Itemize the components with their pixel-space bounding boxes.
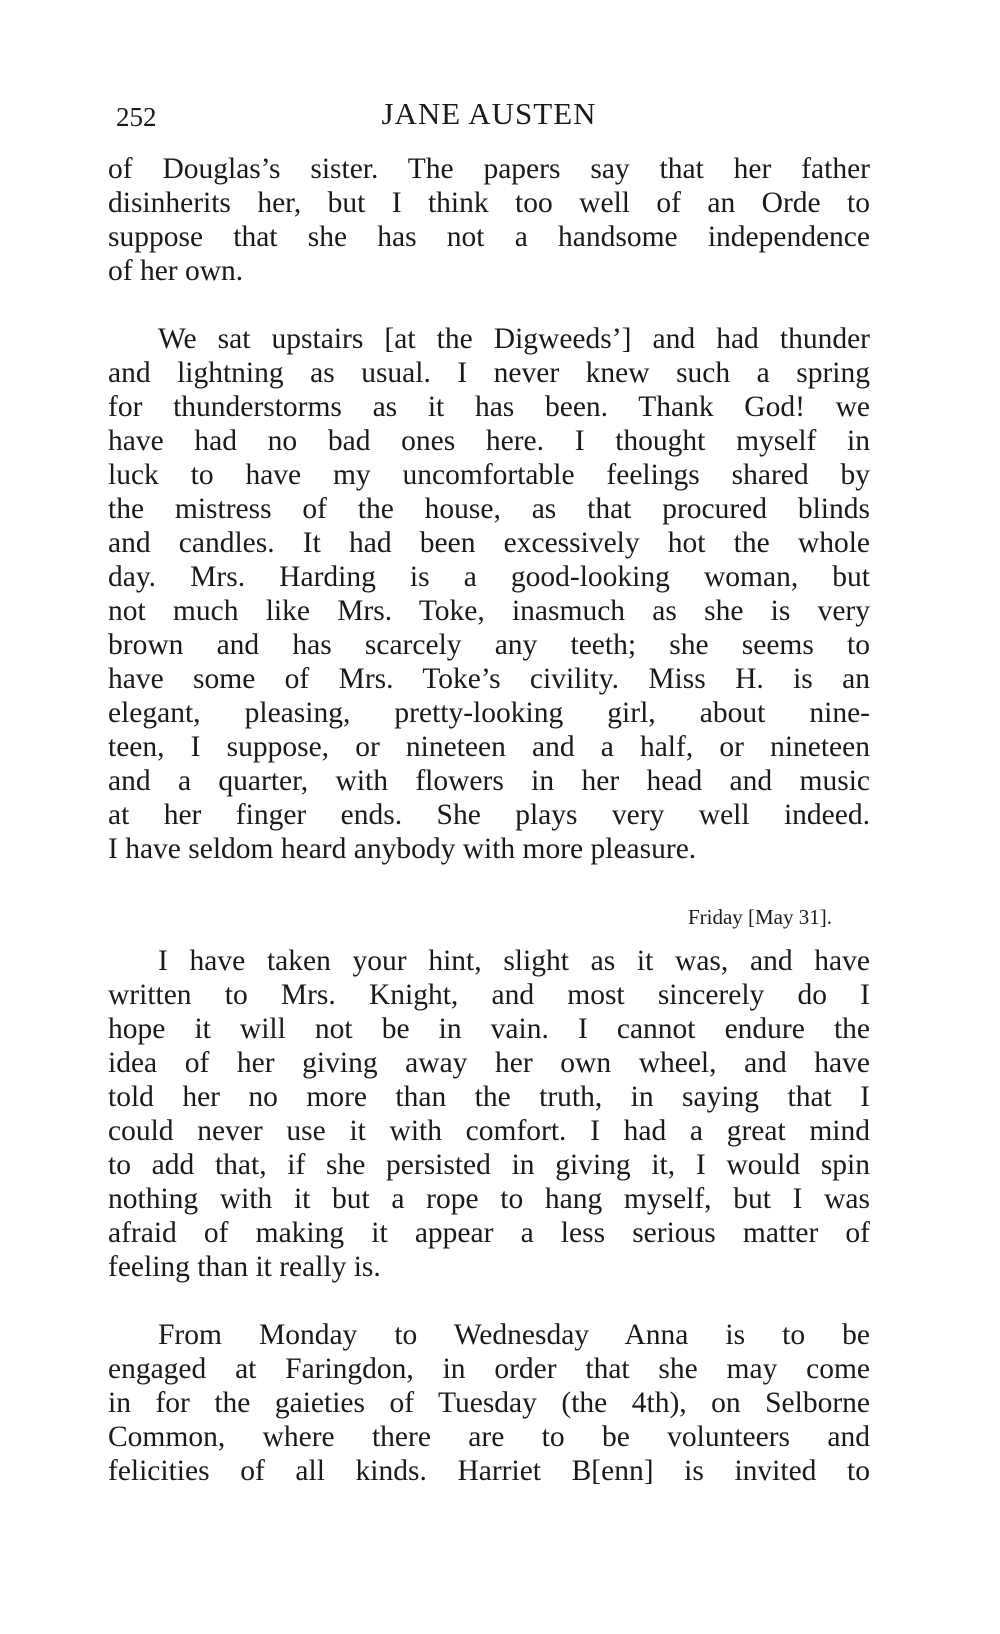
text-line: have some of Mrs. Toke’s civility. Miss H. is an [108, 663, 870, 695]
text-line: and candles. It had been excessively hot the whole [108, 527, 870, 559]
text-line: I have taken your hint, slight as it was, and have [158, 945, 870, 977]
text-line: at her finger ends. She plays very well indeed. [108, 799, 870, 831]
text-line: nothing with it but a rope to hang myself, but I was [108, 1183, 870, 1215]
text-line: in for the gaieties of Tuesday (the 4th), on Selborne [108, 1387, 870, 1419]
text-line: elegant, pleasing, pretty-looking girl, about nine- [108, 697, 870, 729]
paragraph-1 [108, 152, 870, 288]
text-line: written to Mrs. Knight, and most sincerely do I [108, 979, 870, 1011]
text-line: the mistress of the house, as that procured blinds [108, 493, 870, 525]
text-line: brown and has scarcely any teeth; she seems to [108, 629, 870, 661]
text-line: Common, where there are to be volunteers and [108, 1421, 870, 1453]
running-head: JANE AUSTEN [381, 96, 597, 131]
text-line: luck to have my uncomfortable feelings shared by [108, 459, 870, 491]
text-line: for thunderstorms as it has been. Thank God! we [108, 391, 870, 423]
letter-dateline: Friday [May 31]. [687, 905, 832, 929]
paragraph-2 [108, 322, 870, 866]
page-number: 252 [116, 102, 157, 132]
text-line: I have seldom heard anybody with more pleasure. [108, 833, 697, 865]
text-line: of her own. [108, 255, 244, 287]
text-line: disinherits her, but I think too well of an Orde to [108, 187, 870, 219]
page-header [108, 88, 870, 140]
text-line: From Monday to Wednesday Anna is to be [158, 1319, 870, 1351]
text-line: We sat upstairs [at the Digweeds’] and had thunder [158, 323, 870, 355]
text-line: to add that, if she persisted in giving it, I would spin [108, 1149, 870, 1181]
paragraph-3 [108, 944, 870, 1284]
text-line: could never use it with comfort. I had a great mind [108, 1115, 870, 1147]
book-page [108, 88, 870, 1488]
text-line: and a quarter, with flowers in her head and music [108, 765, 870, 797]
text-line: not much like Mrs. Toke, inasmuch as she is very [108, 595, 870, 627]
text-line: and lightning as usual. I never knew such a spring [108, 357, 870, 389]
text-line: felicities of all kinds. Harriet B[enn] is invited to [108, 1455, 870, 1487]
text-line: told her no more than the truth, in saying that I [108, 1081, 870, 1113]
text-line: hope it will not be in vain. I cannot endure the [108, 1013, 870, 1045]
text-line: have had no bad ones here. I thought myself in [108, 425, 870, 457]
text-line: engaged at Faringdon, in order that she may come [108, 1353, 870, 1385]
text-line: feeling than it really is. [108, 1251, 381, 1283]
text-line: of Douglas’s sister. The papers say that her father [108, 153, 870, 185]
paragraph-4 [108, 1318, 870, 1488]
text-line: afraid of making it appear a less serious matter of [108, 1217, 870, 1249]
text-line: suppose that she has not a handsome independence [108, 221, 870, 253]
text-line: day. Mrs. Harding is a good-looking woman, but [108, 561, 870, 593]
text-line: teen, I suppose, or nineteen and a half, or nineteen [108, 731, 870, 763]
text-line: idea of her giving away her own wheel, and have [108, 1047, 870, 1079]
